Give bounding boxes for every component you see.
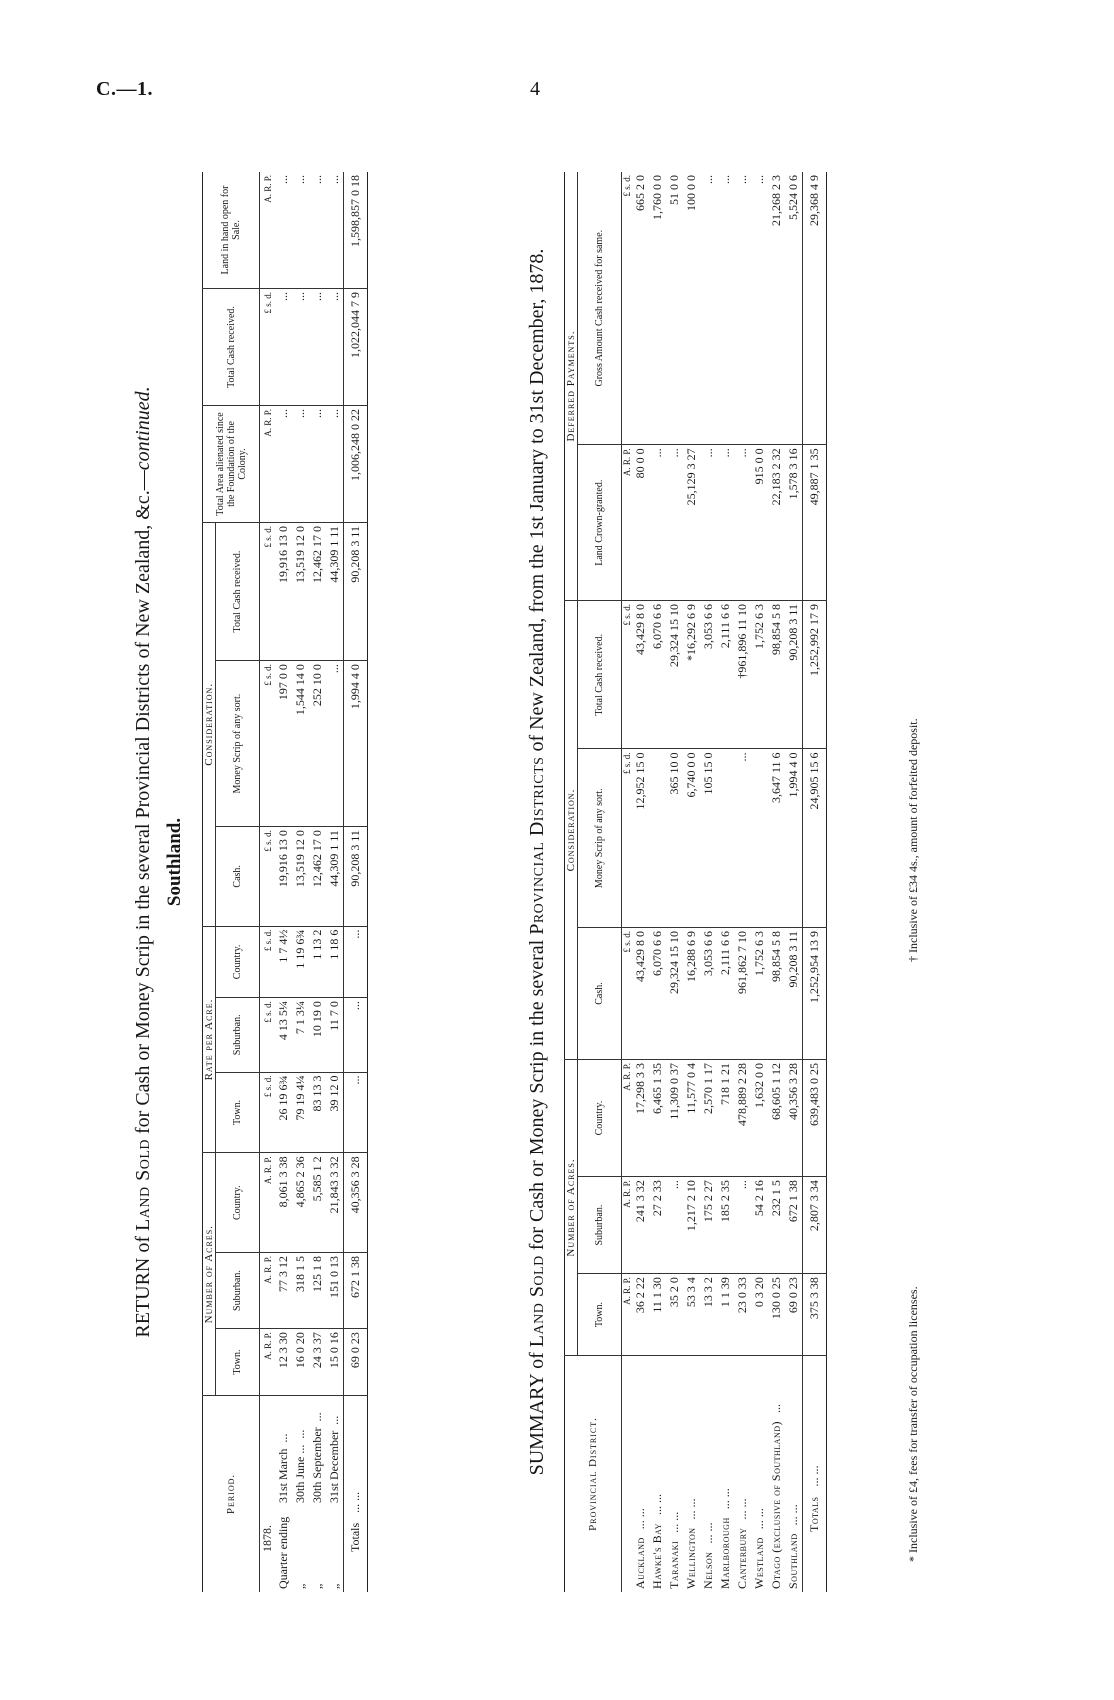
total-rs: ... (344, 998, 368, 1072)
district-cell (632, 1356, 649, 1593)
cell-gross: 51 0 0 (666, 172, 683, 445)
cell-country: 4,865 2 36 (292, 1153, 309, 1253)
cell-cash: 1,752 6 3 (751, 927, 768, 1059)
unit-lsd: £ s. d. (260, 998, 276, 1072)
cell-total: 90,208 3 11 (785, 601, 803, 749)
cell-rs: 4 13 5¼ (275, 998, 292, 1072)
leader-dots: ... ... (701, 1522, 715, 1544)
leader-dots: ... ... (650, 1494, 664, 1516)
cell-crown: 80 0 0 (632, 445, 649, 601)
cell-total: †961,896 11 10 (734, 601, 751, 749)
sum-suburban-header: Suburban. (578, 1177, 622, 1274)
cell-rc: 1 18 6 (326, 926, 344, 998)
period-header: Period. (225, 1473, 237, 1515)
leader-dots: ... ... (633, 1508, 647, 1530)
cell-gross: 100 0 0 (683, 172, 700, 445)
unit-lsd: £ s. d. (260, 827, 276, 927)
district-name: Nelson (701, 1551, 715, 1589)
cell-crown: 1,578 3 16 (785, 445, 803, 601)
sum-consideration-header: Consideration. (565, 601, 578, 1060)
table-row (734, 172, 751, 1592)
total-town: 69 0 23 (344, 1329, 368, 1396)
cell-area: ... (292, 406, 309, 523)
cell-gross: ... (700, 172, 717, 445)
cell-town: 16 0 20 (292, 1329, 309, 1396)
total-country: 40,356 3 28 (344, 1153, 368, 1253)
cell-crown: 25,129 3 27 (683, 445, 700, 601)
total-cash-header: Total Cash received. (203, 289, 260, 406)
cell-country: 2,570 1 17 (700, 1060, 717, 1177)
cell-town: 130 0 25 (768, 1274, 785, 1356)
cell-suburban: ... (666, 1177, 683, 1274)
rate-suburban-header: Suburban. (216, 998, 260, 1072)
cell-scrip: 3,647 11 6 (768, 749, 785, 927)
sum-scrip-header: Money Scrip of any sort. (578, 749, 622, 927)
table-row (666, 172, 683, 1592)
cell-cash: 90,208 3 11 (785, 927, 803, 1059)
cell-gross: 1,760 0 0 (649, 172, 666, 445)
cell-cash: 6,070 6 6 (649, 927, 666, 1059)
cell-suburban: 318 1 5 (292, 1252, 309, 1328)
district-name: Wellington (684, 1527, 698, 1589)
cell-scrip: 1,544 14 0 (292, 661, 309, 827)
unit-lsd: £ s. d. (260, 289, 276, 406)
unit-lsd: £ s. d. (622, 927, 633, 1059)
footnote-2: † Inclusive of £34 4s., amount of forfeited deposit. (906, 718, 920, 962)
cell-rc: 1 19 6¾ (292, 926, 309, 998)
district-name: Otago (exclusive of Southland) (769, 1420, 783, 1589)
unit-arp: A. R. P. (260, 406, 276, 523)
sum-total-header: Total Cash received. (578, 601, 622, 749)
district-name: Hawke's Bay (650, 1523, 664, 1589)
period-prefix: „ (310, 1583, 324, 1589)
period-cell (275, 1396, 292, 1593)
cell-total: *16,292 6 9 (683, 601, 700, 749)
unit-lsd: £ s. d. (260, 523, 276, 661)
cell-suburban: 232 1 5 (768, 1177, 785, 1274)
table-row (751, 172, 768, 1592)
cell-total: 2,111 6 6 (717, 601, 734, 749)
period-prefix: „ (327, 1583, 341, 1589)
leader-dots: ... (310, 1412, 324, 1422)
table-row (700, 172, 717, 1592)
cell-crown: ... (717, 445, 734, 601)
sum-town-header: Town. (578, 1274, 622, 1356)
district-cell (734, 1356, 751, 1593)
period-label: 30th September (310, 1427, 324, 1503)
totals-label-cell (803, 1356, 827, 1593)
suburban-header: Suburban. (216, 1252, 260, 1328)
cell-town: 12 3 30 (275, 1329, 292, 1396)
cell-suburban: 672 1 38 (785, 1177, 803, 1274)
cell-town: 53 3 4 (683, 1274, 700, 1356)
total-area: 1,006,248 0 22 (344, 406, 368, 523)
cell-scrip (751, 749, 768, 927)
cell-total: 12,462 17 0 (309, 523, 326, 661)
cash-header: Cash. (216, 827, 260, 927)
district-cell (785, 1356, 803, 1593)
unit-arp: A. R. P. (622, 1177, 633, 1274)
period-label: 31st December (327, 1430, 341, 1503)
totals-row (344, 172, 368, 1592)
unit-arp: A. R. P. (622, 1274, 633, 1356)
district-name: Westland (752, 1537, 766, 1589)
leader-dots: ... (293, 1429, 307, 1439)
sum-cash-header: Cash. (578, 927, 622, 1059)
period-prefix: Quarter ending (276, 1516, 290, 1589)
consideration-header: Consideration. (203, 523, 216, 927)
cell-area: ... (326, 406, 344, 523)
cell-country: 8,061 3 38 (275, 1153, 292, 1253)
cell-cash: 19,916 13 0 (275, 827, 292, 927)
cell-scrip: 252 10 0 (309, 661, 326, 827)
cell-suburban: ... (734, 1177, 751, 1274)
period-prefix: „ (293, 1583, 307, 1589)
cell-country: 478,889 2 28 (734, 1060, 751, 1177)
cell-rs: 11 7 0 (326, 998, 344, 1072)
leader-dots: ... (327, 1415, 341, 1425)
cell-total2: ... (275, 289, 292, 406)
cell-town: 69 0 23 (785, 1274, 803, 1356)
cell-gross: ... (734, 172, 751, 445)
leader-dots: ... ... (667, 1511, 681, 1533)
cell-total: 44,309 1 11 (326, 523, 344, 661)
cell-gross: 665 2 0 (632, 172, 649, 445)
district-cell (666, 1356, 683, 1593)
page-number: 4 (530, 78, 540, 100)
sum-country-header: Country. (578, 1060, 622, 1177)
cell-rt: 83 13 3 (309, 1072, 326, 1153)
cell-area: ... (309, 406, 326, 523)
table-row (649, 172, 666, 1592)
cell-country: 40,356 3 28 (785, 1060, 803, 1177)
cell-suburban: 27 2 33 (649, 1177, 666, 1274)
cell-gross: 21,268 2 3 (768, 172, 785, 445)
cell-suburban: 151 0 13 (326, 1252, 344, 1328)
leader-dots: ... (769, 1403, 783, 1413)
cell-scrip: 6,740 0 0 (683, 749, 700, 927)
totals-label: Totals (807, 1496, 821, 1532)
cell-country: 17,298 3 3 (632, 1060, 649, 1177)
total-scrip: 1,994 4 0 (344, 661, 368, 827)
acres-header: Number of Acres. (203, 1153, 216, 1396)
district-cell (751, 1356, 768, 1593)
cell-town: 1 1 39 (717, 1274, 734, 1356)
cell-cash: 98,854 5 8 (768, 927, 785, 1059)
cell-scrip: ... (326, 661, 344, 827)
district-cell (683, 1356, 700, 1593)
cell-crown: ... (666, 445, 683, 601)
cell-rs: 10 19 0 (309, 998, 326, 1072)
cell-scrip: 197 0 0 (275, 661, 292, 827)
cell-rt: 26 19 6¾ (275, 1072, 292, 1153)
cell-gross: ... (751, 172, 768, 445)
cell-scrip: 12,952 15 0 (632, 749, 649, 927)
total-total: 1,252,992 17 9 (803, 601, 827, 749)
cell-crown: ... (734, 445, 751, 601)
footnote-1: * Inclusive of £4, fees for transfer of occupation licenses. (906, 1286, 920, 1562)
cell-rc: 1 13 2 (309, 926, 326, 998)
period-cell (309, 1396, 326, 1593)
cell-suburban: 185 2 35 (717, 1177, 734, 1274)
unit-lsd: £ s. d. (622, 749, 633, 927)
leader-dots: ... ... (807, 1465, 821, 1487)
cell-crown: 22,183 2 32 (768, 445, 785, 601)
return-table (202, 172, 368, 1592)
cell-town: 11 1 30 (649, 1274, 666, 1356)
table-row (683, 172, 700, 1592)
cell-scrip: 105 15 0 (700, 749, 717, 927)
cell-area: ... (275, 406, 292, 523)
total-cash: 90,208 3 11 (344, 827, 368, 927)
land-open-header: Land in hand open for Sale. (203, 172, 260, 289)
cell-open: ... (326, 172, 344, 289)
return-subtitle: Southland. (164, 817, 185, 907)
scrip-header: Money Scrip of any sort. (216, 661, 260, 827)
total-crown: 49,887 1 35 (803, 445, 827, 601)
total-country: 639,483 0 25 (803, 1060, 827, 1177)
cell-country: 5,585 1 2 (309, 1153, 326, 1253)
cell-open: ... (275, 172, 292, 289)
cell-total: 1,752 6 3 (751, 601, 768, 749)
leader-dots: ... ... (684, 1498, 698, 1520)
cell-suburban: 77 3 12 (275, 1252, 292, 1328)
rotated-sheet (94, 122, 954, 1602)
period-cell (326, 1396, 344, 1593)
cell-scrip (717, 749, 734, 927)
cell-country: 718 1 21 (717, 1060, 734, 1177)
unit-arp: A. R. P. (622, 1060, 633, 1177)
unit-lsd: £ s. d. (622, 172, 633, 445)
total-rt: ... (344, 1072, 368, 1153)
cell-total: 98,854 5 8 (768, 601, 785, 749)
cell-cash: 29,324 15 10 (666, 927, 683, 1059)
cell-country: 68,605 1 12 (768, 1060, 785, 1177)
cell-cash: 16,288 6 9 (683, 927, 700, 1059)
cell-total: 19,916 13 0 (275, 523, 292, 661)
district-name: Marlborough (718, 1517, 732, 1589)
total-open: 1,598,857 0 18 (344, 172, 368, 289)
cell-total2: ... (326, 289, 344, 406)
cell-town: 15 0 16 (326, 1329, 344, 1396)
cell-scrip: 365 10 0 (666, 749, 683, 927)
unit-lsd: £ s. d. (260, 926, 276, 998)
unit-arp: A. R. P. (260, 172, 276, 289)
town-header: Town. (216, 1329, 260, 1396)
cell-crown: 915 0 0 (751, 445, 768, 601)
crown-header: Land Crown-granted. (578, 445, 622, 601)
page-reference: C.—1. (96, 78, 153, 100)
cell-suburban: 1,217 2 10 (683, 1177, 700, 1274)
period-cell (292, 1396, 309, 1593)
cell-country: 11,577 0 4 (683, 1060, 700, 1177)
unit-arp: A. R. P. (260, 1329, 276, 1396)
cell-town: 36 2 22 (632, 1274, 649, 1356)
total-scrip: 24,905 15 6 (803, 749, 827, 927)
cell-rs: 7 1 3¼ (292, 998, 309, 1072)
totals-label: Totals (348, 1522, 362, 1552)
rate-country-header: Country. (216, 926, 260, 998)
table-row (768, 172, 785, 1592)
cell-country: 1,632 0 0 (751, 1060, 768, 1177)
table-row (326, 172, 344, 1592)
total-total: 90,208 3 11 (344, 523, 368, 661)
summary-title: SUMMARY of Land Sold for Cash or Money Scrip in the several Provincial Districts of New Zealand, from the 1st January to 31st December, 1878. (526, 248, 548, 1476)
table-row (785, 172, 803, 1592)
cell-open: ... (309, 172, 326, 289)
cell-suburban: 175 2 27 (700, 1177, 717, 1274)
cons-total-header: Total Cash received. (216, 523, 260, 661)
cell-total: 43,429 8 0 (632, 601, 649, 749)
leader-dots: ... ... (786, 1504, 800, 1526)
total-rc: ... (344, 926, 368, 998)
cell-country: 11,309 0 37 (666, 1060, 683, 1177)
cell-town: 24 3 37 (309, 1329, 326, 1396)
district-name: Southland (786, 1533, 800, 1589)
cell-cash: 2,111 6 6 (717, 927, 734, 1059)
cell-open: ... (292, 172, 309, 289)
cell-country: 6,465 1 35 (649, 1060, 666, 1177)
cell-cash: 12,462 17 0 (309, 827, 326, 927)
leader-dots: ... ... (735, 1498, 749, 1520)
leader-dots: ... (276, 1433, 290, 1443)
district-name: Auckland (633, 1537, 647, 1589)
cell-crown: ... (649, 445, 666, 601)
cell-total: 3,053 6 6 (700, 601, 717, 749)
cell-total2: ... (292, 289, 309, 406)
cell-cash: 961,862 7 10 (734, 927, 751, 1059)
district-name: Canterbury (735, 1527, 749, 1589)
leader-dots: ... ... (348, 1491, 362, 1513)
cell-total: 6,070 6 6 (649, 601, 666, 749)
cell-gross: 5,524 0 6 (785, 172, 803, 445)
period-label: 31st March (276, 1448, 290, 1503)
total-suburban: 2,807 3 34 (803, 1177, 827, 1274)
unit-lsd: £ s. d. (260, 1072, 276, 1153)
table-row (632, 172, 649, 1592)
cell-rt: 79 19 4¼ (292, 1072, 309, 1153)
cell-total: 13,519 12 0 (292, 523, 309, 661)
cell-town: 13 3 2 (700, 1274, 717, 1356)
unit-arp: A. R. P. (260, 1252, 276, 1328)
unit-lsd: £ s. d. (622, 601, 633, 749)
table-row (275, 172, 292, 1592)
totals-label-cell (344, 1396, 368, 1593)
rate-header: Rate per Acre. (203, 926, 216, 1153)
unit-arp: A. R. P. (260, 1153, 276, 1253)
district-cell (717, 1356, 734, 1593)
return-title: RETURN of Land Sold for Cash or Money Scrip in the several Provincial Districts of New Zealand, &c.—continued. (132, 386, 154, 1338)
cell-suburban: 241 3 32 (632, 1177, 649, 1274)
cell-suburban: 125 1 8 (309, 1252, 326, 1328)
totals-row (803, 172, 827, 1592)
period-label: 30th June ... (293, 1444, 307, 1503)
table-row (717, 172, 734, 1592)
cell-cash: 13,519 12 0 (292, 827, 309, 927)
cell-scrip (649, 749, 666, 927)
cell-scrip: 1,994 4 0 (785, 749, 803, 927)
total-total2: 1,022,044 7 9 (344, 289, 368, 406)
cell-country: 21,843 3 32 (326, 1153, 344, 1253)
cell-total: 29,324 15 10 (666, 601, 683, 749)
total-gross: 29,368 4 9 (803, 172, 827, 445)
gross-header: Gross Amount Cash received for same. (578, 172, 622, 445)
district-header: Provincial District. (587, 1417, 599, 1531)
summary-table (564, 172, 827, 1592)
cell-cash: 43,429 8 0 (632, 927, 649, 1059)
cell-suburban: 54 2 16 (751, 1177, 768, 1274)
total-town: 375 3 38 (803, 1274, 827, 1356)
table-row (309, 172, 326, 1592)
unit-lsd: £ s. d. (260, 661, 276, 827)
total-suburban: 672 1 38 (344, 1252, 368, 1328)
deferred-header: Deferred Payments. (565, 172, 578, 601)
cell-cash: 3,053 6 6 (700, 927, 717, 1059)
cell-total2: ... (309, 289, 326, 406)
leader-dots: ... ... (718, 1488, 732, 1510)
district-cell (768, 1356, 785, 1593)
cell-rc: 1 7 4½ (275, 926, 292, 998)
cell-crown: ... (700, 445, 717, 601)
sum-acres-header: Number of Acres. (565, 1060, 578, 1356)
district-cell (649, 1356, 666, 1593)
rate-town-header: Town. (216, 1072, 260, 1153)
year-label: 1878. (260, 1525, 274, 1552)
cell-rt: 39 12 0 (326, 1072, 344, 1153)
unit-arp: A. R. P. (622, 445, 633, 601)
leader-dots: ... ... (752, 1508, 766, 1530)
total-area-header: Total Area alienated since the Foundation of the Colony. (203, 406, 260, 523)
table-row (292, 172, 309, 1592)
district-cell (700, 1356, 717, 1593)
cell-scrip: ... (734, 749, 751, 927)
district-name: Taranaki (667, 1540, 681, 1589)
country-header: Country. (216, 1153, 260, 1253)
cell-town: 23 0 33 (734, 1274, 751, 1356)
cell-cash: 44,309 1 11 (326, 827, 344, 927)
total-cash: 1,252,954 13 9 (803, 927, 827, 1059)
cell-gross: ... (717, 172, 734, 445)
cell-town: 0 3 20 (751, 1274, 768, 1356)
cell-town: 35 2 0 (666, 1274, 683, 1356)
